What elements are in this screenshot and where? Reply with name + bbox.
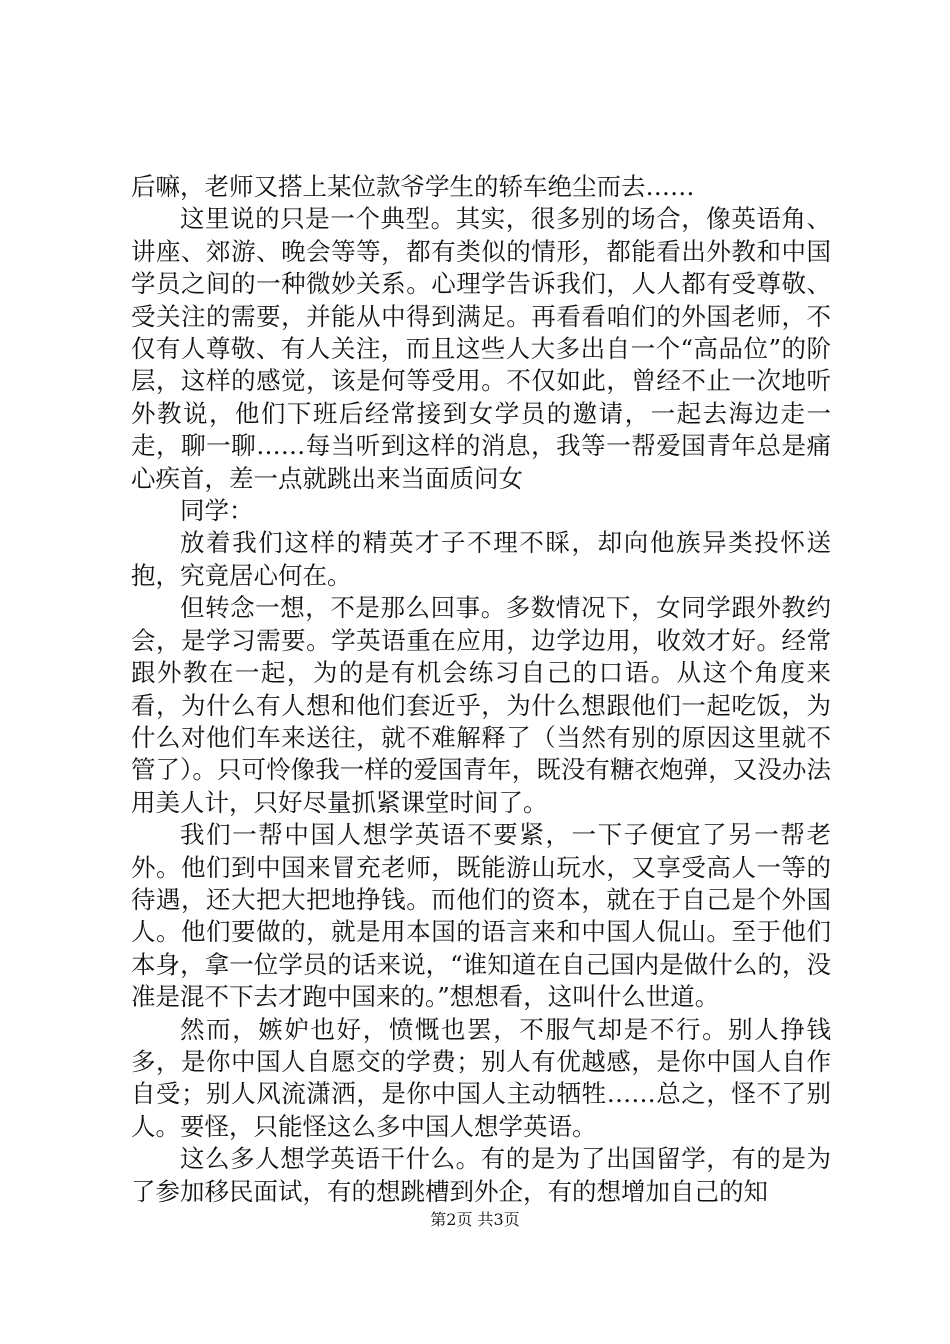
paragraph-8: 这么多人想学英语干什么。有的是为了出国留学，有的是为了参加移民面试，有的想跳槽到外企，有的想增加自己的知: [131, 1144, 831, 1206]
paragraph-1: 后嘛，老师又搭上某位款爷学生的轿车绝尘而去……: [131, 172, 695, 201]
paragraph-2: 这里说的只是一个典型。其实，很多别的场合，像英语角、讲座、郊游、晚会等等，都有类似的情形，都能看出外教和中国学员之间的一种微妙关系。心理学告诉我们，人人都有受尊敬、受关注的需要，并能从中得到满足。再看看咱们的外国老师，不仅有人尊敬、有人关注，而且这些人大多出自一个“高品位”的阶层，这样的感觉，该是何等受用。不仅如此，曾经不止一次地听外教说，他们下班后经常接到女学员的邀请，一起去海边走一走，聊一聊……每当听到这样的消息，我等一帮爱国青年总是痛心疾首，差一点就跳出来当面质问女: [131, 204, 831, 493]
paragraph-4: 放着我们这样的精英才子不理不睬，却向他族异类投怀送抱，究竟居心何在。: [131, 528, 831, 590]
page-footer: 第2页 共3页: [430, 1210, 520, 1229]
paragraph-3: 同学：: [180, 496, 254, 526]
paragraph-6: 我们一帮中国人想学英语不要紧，一下子便宜了另一帮老外。他们到中国来冒充老师，既能游山玩水，又享受高人一等的待遇，还大把大把地挣钱。而他们的资本，就在于自己是个外国人。他们要做的，就是用本国的语言来和中国人侃山。至于他们本身，拿一位学员的话来说，“谁知道在自己国内是做什么的，没准是混不下去才跑中国来的。”想想看，这叫什么世道。: [131, 820, 831, 1012]
document-body: [131, 171, 831, 1208]
paragraph-7: 然而，嫉妒也好，愤慨也罢，不服气却是不行。别人挣钱多，是你中国人自愿交的学费；别人有优越感，是你中国人自作自受；别人风流潇洒，是你中国人主动牺牲……总之，怪不了别人。要怪，只能怪这么多中国人想学英语。: [131, 1014, 831, 1141]
paragraph-5: 但转念一想，不是那么回事。多数情况下，女同学跟外教约会，是学习需要。学英语重在应用，边学边用，收效才好。经常跟外教在一起，为的是有机会练习自己的口语。从这个角度来看，为什么有人想和他们套近乎，为什么想跟他们一起吃饭，为什么对他们车来送往，就不难解释了（当然有别的原因这里就不管了）。只可怜像我一样的爱国青年，既没有糖衣炮弹，又没办法用美人计，只好尽量抓紧课堂时间了。: [131, 593, 831, 817]
